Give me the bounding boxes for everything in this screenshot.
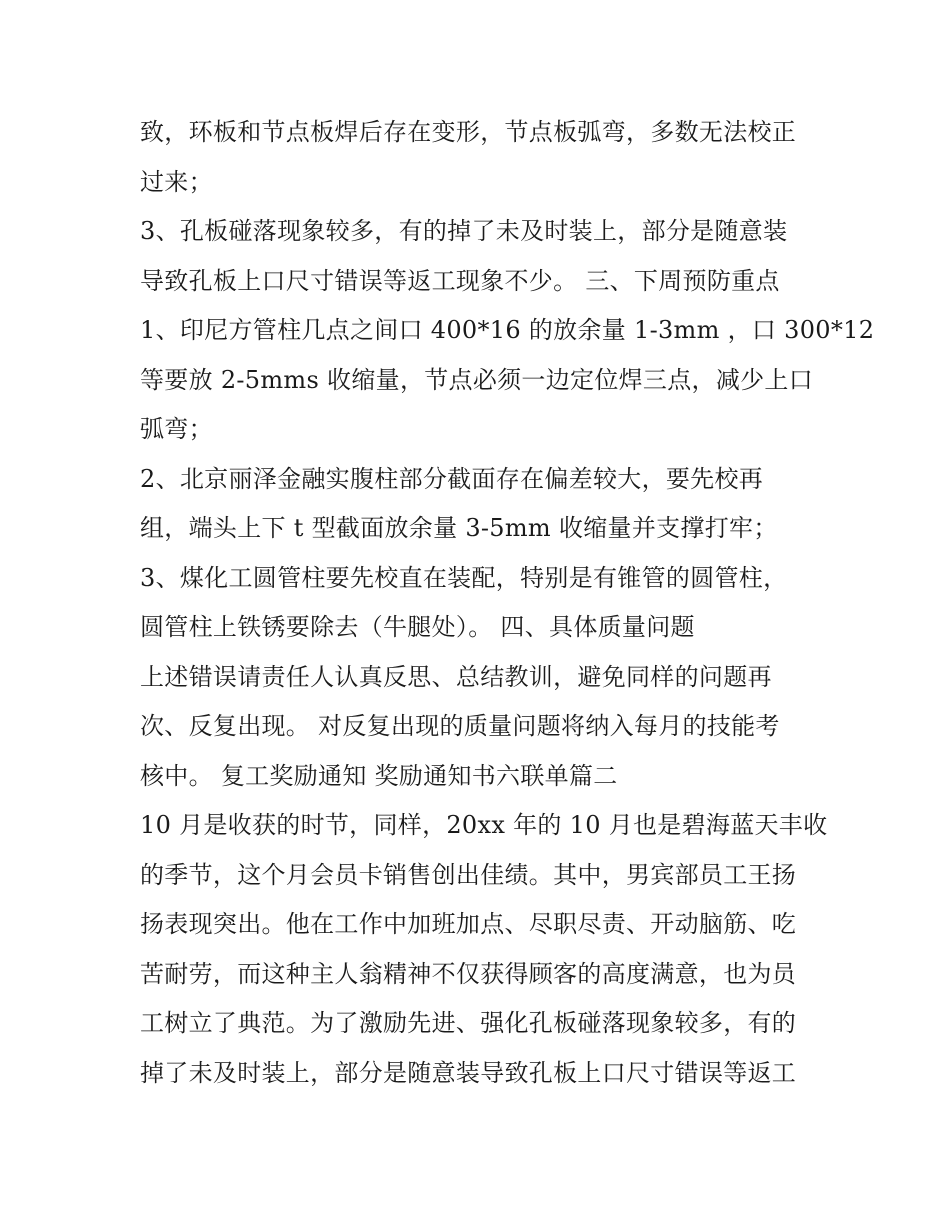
text-line: 次、反复出现。 对反复出现的质量问题将纳入每月的技能考: [140, 712, 780, 740]
text-line: 2、北京丽泽金融实腹柱部分截面存在偏差较大，要先校再: [140, 464, 764, 493]
text-line: 掉了未及时装上，部分是随意装导致孔板上口尺寸错误等返工: [140, 1058, 797, 1087]
text-line: 的季节，这个月会员卡销售创出佳绩。其中，男宾部员工王扬: [140, 860, 797, 889]
text-line: 致，环板和节点板焊后存在变形，节点板弧弯，多数无法校正: [140, 118, 797, 146]
text-line: 10 月是收获的时节，同样，20xx 年的 10 月也是碧海蓝天丰收: [140, 811, 828, 839]
text-line: 3、孔板碰落现象较多，有的掉了未及时装上，部分是随意装: [140, 217, 788, 245]
text-line: 工树立了典范。为了激励先进、强化孔板碰落现象较多，有的: [140, 1009, 797, 1037]
text-line: 扬表现突出。他在工作中加班加点、尽职尽责、开动脑筋、吃: [140, 910, 797, 938]
text-line: 过来；: [140, 167, 213, 196]
text-line: 组，端头上下 t 型截面放余量 3-5mm 收缩量并支撑打牢；: [140, 514, 778, 542]
text-line: 弧弯；: [140, 415, 213, 443]
document-text-body: [140, 108, 875, 1098]
text-line: 上述错误请责任人认真反思、总结教训，避免同样的问题再: [140, 662, 772, 691]
text-line: 苦耐劳，而这种主人翁精神不仅获得顾客的高度满意，也为员: [140, 959, 797, 988]
text-line: 3、煤化工圆管柱要先校直在装配，特别是有锥管的圆管柱，: [140, 563, 788, 592]
text-line: 导致孔板上口尺寸错误等返工现象不少。 三、下周预防重点: [140, 266, 780, 295]
text-line: 圆管柱上铁锈要除去（牛腿处）。 四、具体质量问题: [140, 613, 695, 641]
text-line: 1、印尼方管柱几点之间口 400*16 的放余量 1-3mm ，口 300*12: [140, 316, 875, 344]
text-line: 等要放 2-5mms 收缩量，节点必须一边定位焊三点，减少上口: [140, 365, 814, 394]
text-line: 核中。 复工奖励通知 奖励通知书六联单篇二: [140, 761, 618, 790]
